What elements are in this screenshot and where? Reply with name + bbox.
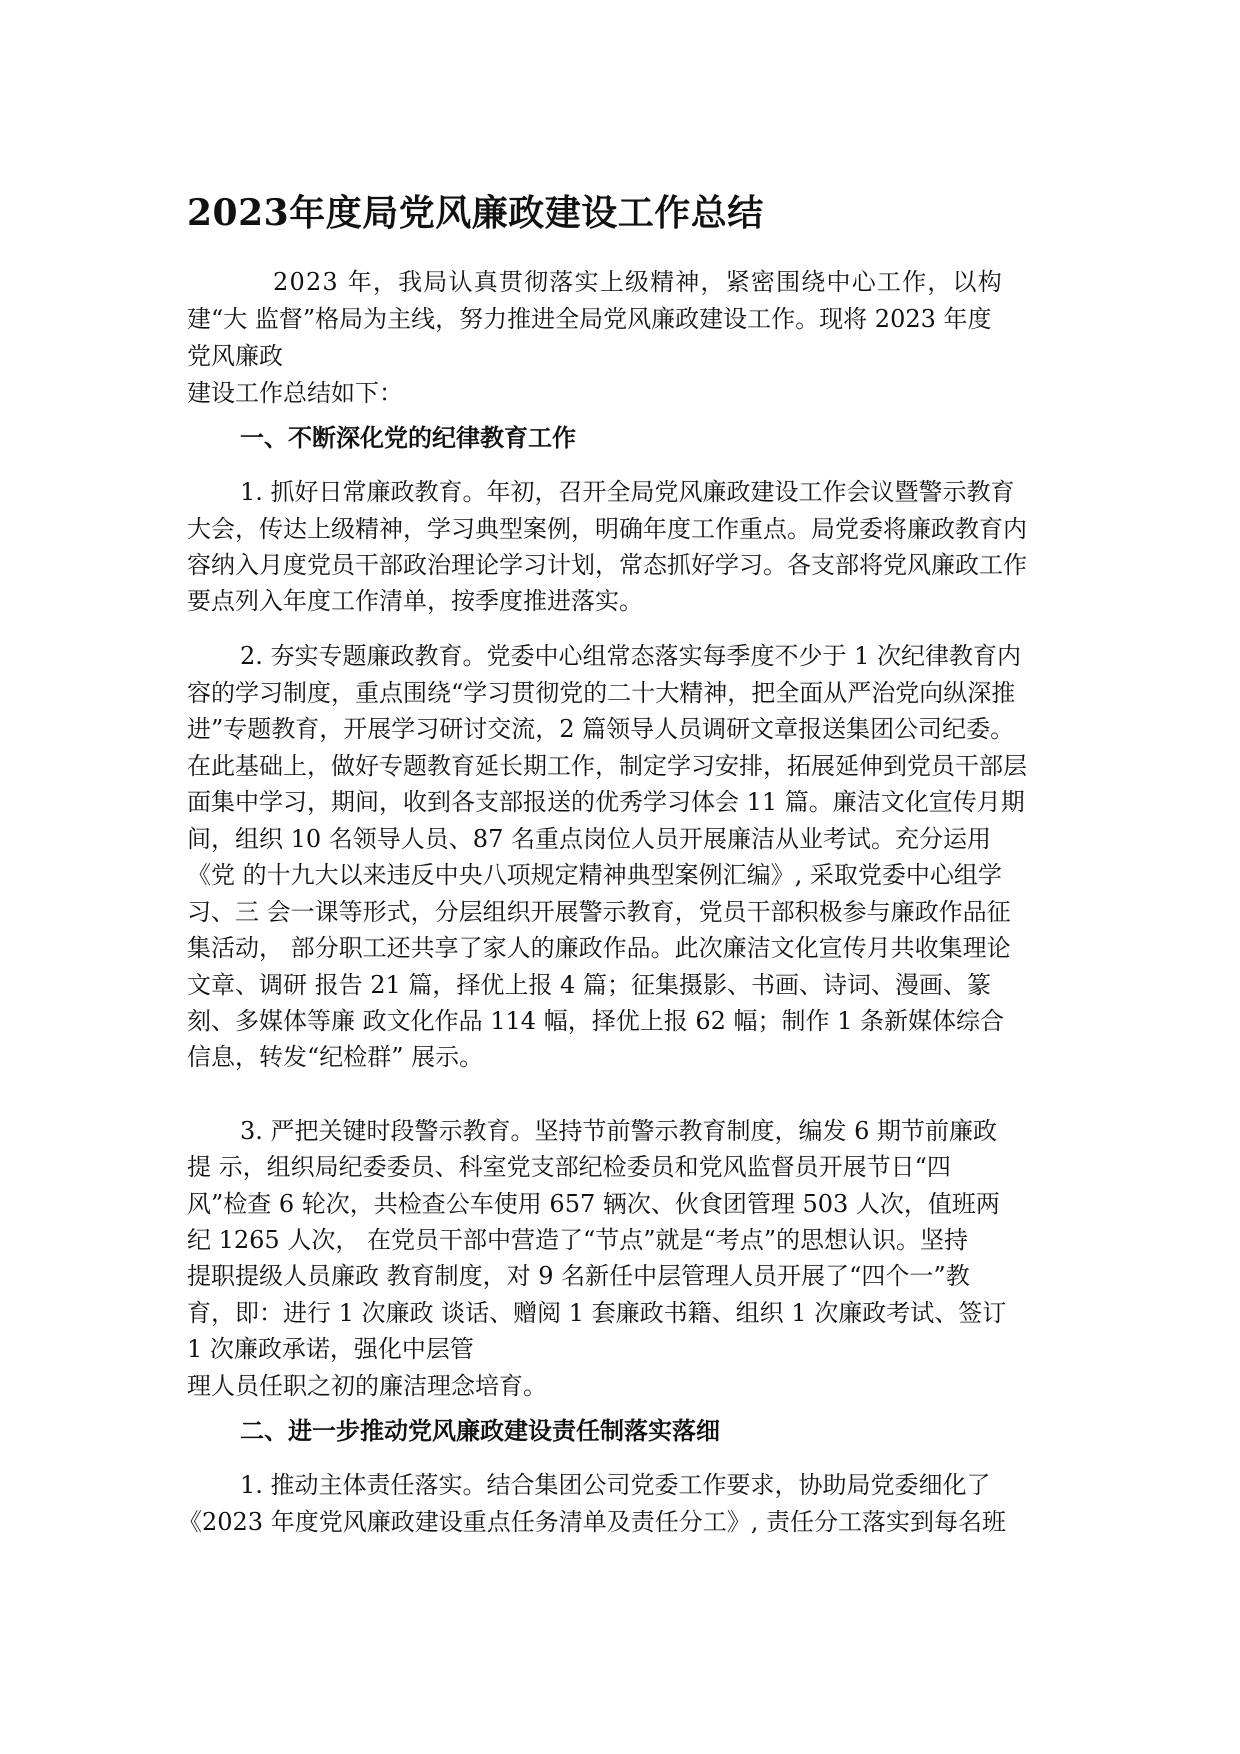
- paragraph-line: 1. 抓好日常廉政教育。年初，召开全局党风廉政建设工作会议暨警示教育: [240, 478, 1015, 506]
- paragraph-line: 提职提级人员廉政 教育制度，对 9 名新任中层管理人员开展了“四个一”教: [187, 1262, 970, 1290]
- paragraph-line: 1 次廉政承诺，强化中层管: [187, 1335, 474, 1363]
- paragraph-line: 刻、多媒体等廉 政文化作品 114 幅，择优上报 62 幅；制作 1 条新媒体综合: [187, 1007, 1005, 1035]
- paragraph-line: 要点列入年度工作清单，按季度推进落实。: [187, 587, 643, 615]
- intro-line: 党风廉政: [187, 342, 283, 370]
- paragraph-line: 间，组织 10 名领导人员、87 名重点岗位人员开展廉洁从业考试。充分运用: [187, 825, 991, 853]
- document-title: 2023年度局党风廉政建设工作总结: [187, 192, 764, 234]
- paragraph-line: 大会，传达上级精神，学习典型案例，明确年度工作重点。局党委将廉政教育内: [187, 515, 1027, 543]
- paragraph-line: 《2023 年度党风廉政建设重点任务清单及责任分工》, 责任分工落实到每名班: [178, 1508, 1006, 1536]
- paragraph-line: 在此基础上，做好专题教育延长期工作，制定学习安排，拓展延伸到党员干部层: [187, 752, 1027, 780]
- paragraph-line: 纪 1265 人次， 在党员干部中营造了“节点”就是“考点”的思想认识。坚持: [187, 1226, 969, 1254]
- paragraph-line: 面集中学习，期间，收到各支部报送的优秀学习体会 11 篇。廉洁文化宣传月期: [187, 788, 1025, 816]
- paragraph-line: 育，即：进行 1 次廉政 谈话、赠阅 1 套廉政书籍、组织 1 次廉政考试、签订: [187, 1299, 1007, 1327]
- paragraph-line: 《党 的十九大以来违反中央八项规定精神典型案例汇编》, 采取党委中心组学: [187, 861, 1002, 889]
- paragraph-line: 风”检查 6 轮次，共检查公车使用 657 辆次、伙食团管理 503 人次，值班两: [187, 1190, 1000, 1218]
- paragraph-line: 2. 夯实专题廉政教育。党委中心组常态落实每季度不少于 1 次纪律教育内: [240, 642, 1022, 670]
- paragraph-line: 容的学习制度，重点围绕“学习贯彻党的二十大精神，把全面从严治党向纵深推: [187, 679, 1016, 707]
- paragraph-line: 容纳入月度党员干部政治理论学习计划，常态抓好学习。各支部将党风廉政工作: [187, 551, 1027, 579]
- paragraph-line: 进”专题教育，开展学习研讨交流，2 篇领导人员调研文章报送集团公司纪委。: [187, 715, 1015, 743]
- intro-line: 建“大 监督”格局为主线，努力推进全局党风廉政建设工作。现将 2023 年度: [187, 305, 992, 333]
- paragraph-line: 集活动， 部分职工还共享了家人的廉政作品。此次廉洁文化宣传月共收集理论: [187, 934, 1011, 962]
- section-heading: 一、不断深化党的纪律教育工作: [240, 423, 576, 452]
- paragraph-line: 3. 严把关键时段警示教育。坚持节前警示教育制度，编发 6 期节前廉政: [240, 1117, 998, 1145]
- section-heading: 二、进一步推动党风廉政建设责任制落实落细: [240, 1416, 720, 1445]
- paragraph-line: 理人员任职之初的廉洁理念培育。: [187, 1372, 547, 1400]
- paragraph-line: 1. 推动主体责任落实。结合集团公司党委工作要求，协助局党委细化了: [240, 1471, 991, 1499]
- paragraph-line: 提 示，组织局纪委委员、科室党支部纪检委员和党风监督员开展节日“四: [187, 1153, 951, 1181]
- paragraph-line: 文章、调研 报告 21 篇，择优上报 4 篇；征集摄影、书画、诗词、漫画、篆: [187, 971, 991, 999]
- intro-line: 2023 年，我局认真贯彻落实上级精神，紧密围绕中心工作，以构: [273, 268, 1003, 296]
- paragraph-line: 习、三 会一课等形式，分层组织开展警示教育，党员干部积极参与廉政作品征: [187, 898, 1011, 926]
- intro-line: 建设工作总结如下：: [187, 379, 403, 407]
- paragraph-line: 信息，转发“纪检群” 展示。: [187, 1043, 484, 1071]
